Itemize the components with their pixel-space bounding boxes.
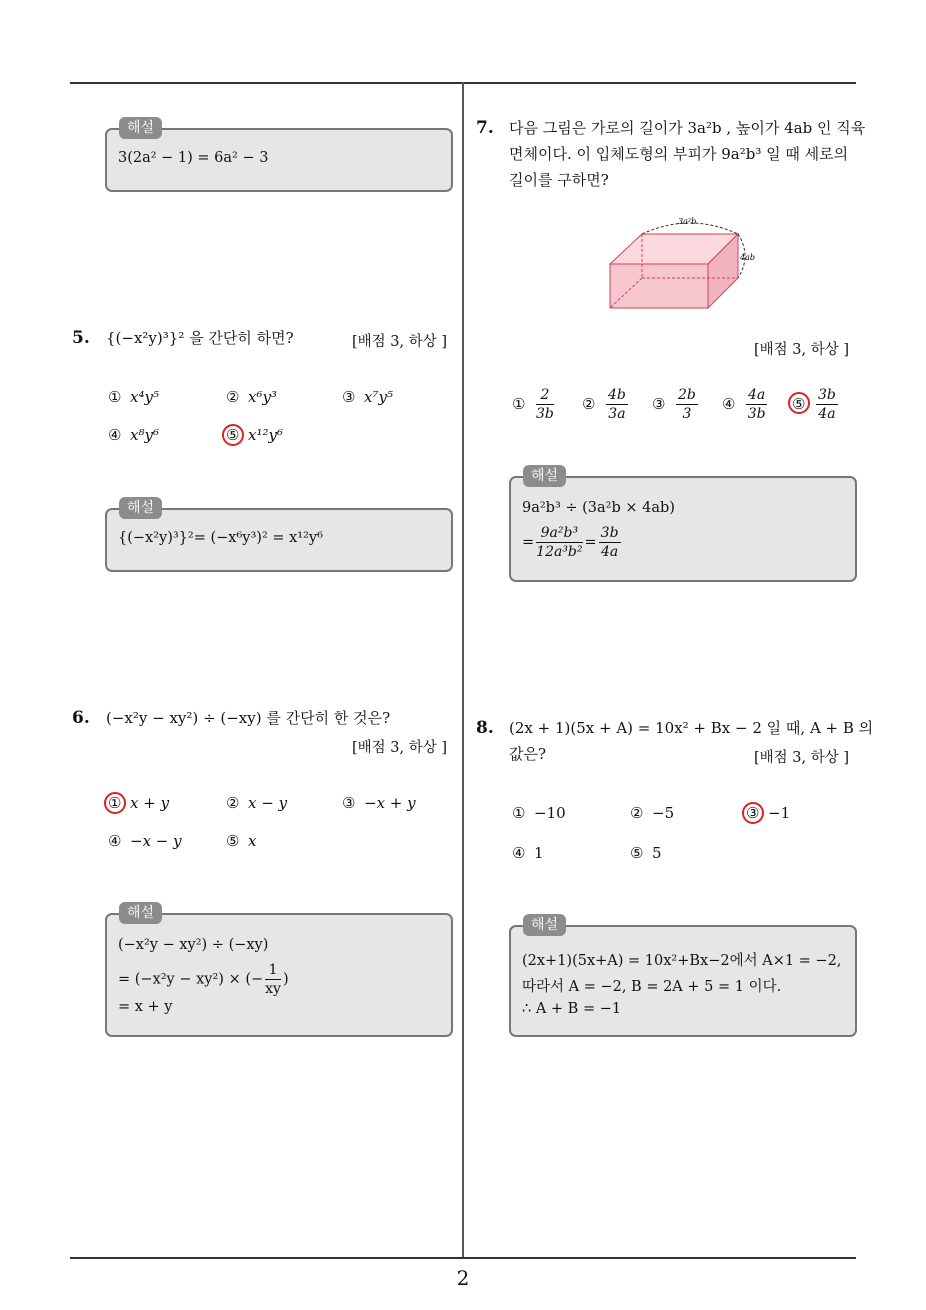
figure-height-label: 4ab <box>740 253 755 262</box>
question-text-7-line1: 다음 그림은 가로의 길이가 3a²b , 높이가 4ab 인 직육 <box>509 119 866 137</box>
choice-fraction <box>536 386 554 423</box>
choice-mark: ③ <box>652 394 666 413</box>
choice-text: 1 <box>534 844 544 862</box>
cuboid-figure <box>600 212 770 316</box>
choice-8-5[interactable] <box>630 844 662 862</box>
question-text-8-line1: (2x + 1)(5x + A) = 10x² + Bx − 2 일 때, A + B 의 <box>509 719 874 737</box>
choice-mark: ③ <box>342 388 356 406</box>
solution-fraction-2 <box>599 524 621 561</box>
choice-text: x + y <box>130 794 170 812</box>
solution-line-2-b: ) <box>282 971 289 988</box>
choice-text: x <box>248 832 257 850</box>
choice-mark: ① <box>512 804 526 822</box>
solution-fraction-1 <box>536 524 582 561</box>
question-number-6: 6. <box>72 708 90 728</box>
fraction-numerator: 4b <box>608 387 626 403</box>
fraction-denominator: 4a <box>600 544 619 560</box>
solution-line-2 <box>522 524 623 561</box>
choice-mark: ⑤ <box>792 394 806 413</box>
solution-line-3: ∴ A + B = −1 <box>522 1001 622 1017</box>
solution-line-2 <box>118 961 289 998</box>
solution-tag: 해설 <box>523 465 566 487</box>
choice-mark: ④ <box>108 832 122 850</box>
choice-fraction <box>676 386 698 423</box>
choice-text: −10 <box>534 804 566 822</box>
choice-text: −1 <box>768 804 791 822</box>
fraction-denominator: xy <box>265 981 281 997</box>
answer-circle-q5 <box>222 424 244 446</box>
fraction-denominator: 12a³b² <box>536 544 583 560</box>
solution-box-q5 <box>105 500 453 572</box>
question-number-7: 7. <box>476 118 494 138</box>
choice-7-4[interactable] <box>722 386 769 423</box>
choice-7-1[interactable] <box>512 386 556 423</box>
choice-text: 5 <box>652 844 662 862</box>
choice-mark: ③ <box>746 804 760 822</box>
solution-box-q6 <box>105 905 453 1037</box>
fraction-numerator: 3b <box>818 387 836 403</box>
choice-mark: ④ <box>512 844 526 862</box>
choice-mark: ① <box>108 794 122 812</box>
choice-mark: ④ <box>108 426 122 444</box>
fraction-numerator: 4a <box>748 387 766 403</box>
choice-text: −5 <box>652 804 675 822</box>
question-number-5: 5. <box>72 328 90 348</box>
choice-mark: ② <box>226 794 240 812</box>
page-number: 2 <box>456 1266 470 1290</box>
choice-5-2[interactable] <box>226 388 277 406</box>
choice-6-2[interactable] <box>226 794 287 812</box>
choice-text: x⁷y⁵ <box>364 388 393 406</box>
fraction-denominator: 3 <box>682 406 692 422</box>
choice-text: x⁴y⁵ <box>130 388 159 406</box>
choice-text: x⁶y³ <box>248 388 277 406</box>
choice-mark: ② <box>630 804 644 822</box>
solution-line-1: (2x+1)(5x+A) = 10x²+Bx−2에서 A×1 = −2, <box>522 953 842 969</box>
fraction-numerator: 2b <box>678 387 696 403</box>
fraction-denominator: 3b <box>536 406 554 422</box>
figure-width-label: 3a²b <box>678 217 697 226</box>
solution-box-q8 <box>509 917 857 1037</box>
choice-8-2[interactable] <box>630 804 674 822</box>
choice-6-4[interactable] <box>108 832 182 850</box>
score-q6: [배점 3, 하상 ] <box>352 740 448 756</box>
solution-line: 3(2a² − 1) = 6a² − 3 <box>118 150 269 166</box>
choice-mark: ③ <box>342 794 356 812</box>
fraction-denominator: 3b <box>747 406 766 422</box>
choice-mark: ⑤ <box>630 844 644 862</box>
choice-mark: ⑤ <box>226 426 240 444</box>
question-text-7-line2: 면체이다. 이 입체도형의 부피가 9a²b³ 일 때 세로의 <box>509 145 849 163</box>
fraction-denominator: 3a <box>608 406 626 422</box>
solution-line-1: 9a²b³ ÷ (3a²b × 4ab) <box>522 500 675 516</box>
fraction-numerator: 1 <box>265 961 281 980</box>
solution-line-3: = x + y <box>118 999 173 1015</box>
choice-fraction <box>746 386 767 423</box>
choice-6-3[interactable] <box>342 794 416 812</box>
choice-fraction <box>606 386 628 423</box>
choice-8-4[interactable] <box>512 844 544 862</box>
score-q7: [배점 3, 하상 ] <box>754 342 850 358</box>
question-text-6: (−x²y − xy²) ÷ (−xy) 를 간단히 한 것은? <box>106 709 391 727</box>
solution-line-1: (−x²y − xy²) ÷ (−xy) <box>118 937 269 953</box>
solution-eq1: = <box>522 534 535 551</box>
choice-5-1[interactable] <box>108 388 159 406</box>
question-number-8: 8. <box>476 718 494 738</box>
choice-text: x − y <box>248 794 288 812</box>
solution-tag: 해설 <box>119 902 162 924</box>
solution-box-q7 <box>509 468 857 582</box>
question-text-5: {(−x²y)³}² 을 간단히 하면? <box>106 329 294 347</box>
fraction-denominator: 4a <box>818 406 836 422</box>
choice-mark: ① <box>512 394 526 413</box>
choice-text: −x + y <box>364 794 416 812</box>
choice-5-3[interactable] <box>342 388 393 406</box>
answer-circle-q6 <box>104 792 126 814</box>
solution-tag: 해설 <box>119 497 162 519</box>
solution-tag: 해설 <box>119 117 162 139</box>
solution-line-2-a: = (−x²y − xy²) × (− <box>118 971 264 988</box>
solution-eq2: = <box>584 534 597 551</box>
choice-mark: ⑤ <box>226 832 240 850</box>
question-text-8-line2: 값은? <box>509 745 547 763</box>
solution-line: {(−x²y)³}²= (−x⁶y³)² = x¹²y⁶ <box>118 530 323 546</box>
solution-line-2: 따라서 A = −2, B = 2A + 5 = 1 이다. <box>522 979 782 995</box>
choice-mark: ② <box>582 394 596 413</box>
fraction-numerator: 2 <box>536 386 554 405</box>
choice-6-5[interactable] <box>226 832 256 850</box>
choice-8-1[interactable] <box>512 804 566 822</box>
choice-mark: ④ <box>722 394 736 413</box>
choice-mark: ① <box>108 388 122 406</box>
answer-circle-q7 <box>788 392 810 414</box>
choice-fraction <box>816 386 838 423</box>
fraction-numerator: 9a²b³ <box>536 524 582 543</box>
choice-7-3[interactable] <box>652 386 700 423</box>
choice-text: x⁸y⁶ <box>130 426 159 444</box>
solution-tag: 해설 <box>523 914 566 936</box>
choice-text: −x − y <box>130 832 182 850</box>
answer-circle-q8 <box>742 802 764 824</box>
choice-7-2[interactable] <box>582 386 630 423</box>
column-divider <box>462 82 464 1257</box>
bottom-rule <box>70 1257 856 1259</box>
score-q8: [배점 3, 하상 ] <box>754 750 850 766</box>
solution-fraction <box>265 961 281 998</box>
fraction-numerator: 3b <box>600 525 619 541</box>
choice-5-4[interactable] <box>108 426 159 444</box>
choice-mark: ② <box>226 388 240 406</box>
score-q5: [배점 3, 하상 ] <box>352 334 448 350</box>
question-text-7-line3: 길이를 구하면? <box>509 171 609 189</box>
choice-text: x¹²y⁶ <box>248 426 283 444</box>
solution-box-q4 <box>105 120 453 192</box>
